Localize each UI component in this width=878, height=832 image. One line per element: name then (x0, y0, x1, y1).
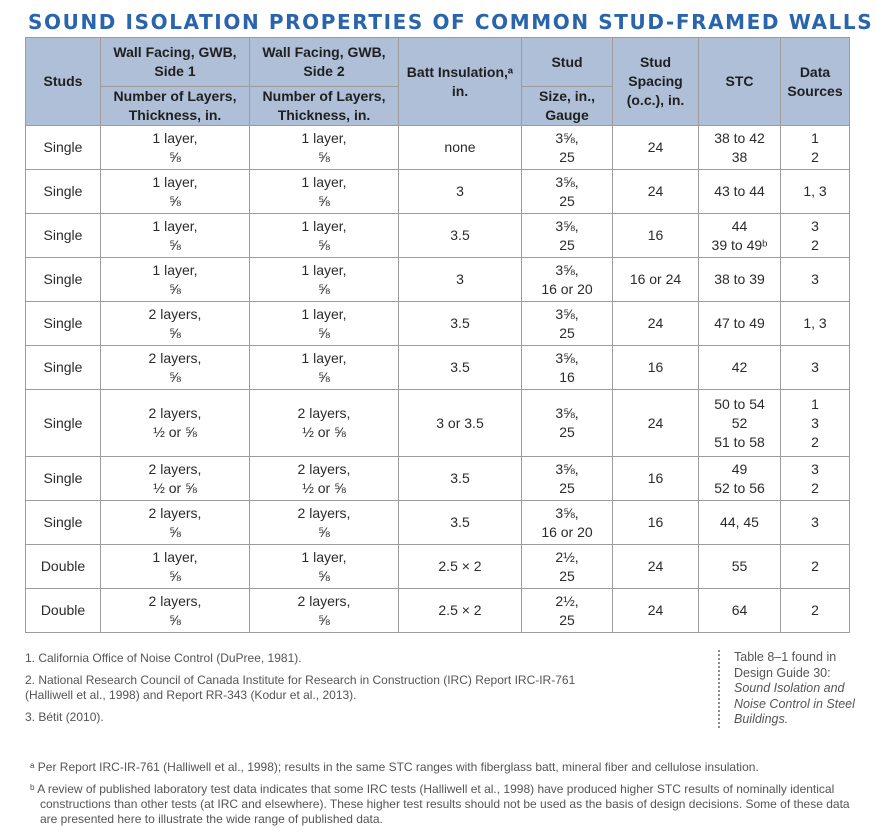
cell-layers: 2 layers, (148, 349, 202, 366)
cell-thickness: ⅝ (318, 567, 330, 584)
table-row (26, 258, 850, 302)
table-body (26, 126, 850, 633)
cell-size: 3⅝, (555, 129, 579, 146)
cell-data-sources (781, 126, 850, 170)
cell-layers: 1 layer, (301, 173, 347, 190)
cell-batt: 3 (399, 170, 522, 214)
cell-stc (699, 457, 781, 501)
cell-size: 3⅝, (555, 405, 579, 421)
cell-gauge: 25 (559, 236, 575, 253)
cell-studs: Single (26, 346, 101, 390)
cell-gauge: 25 (559, 192, 575, 209)
cell-batt: 3.5 (399, 302, 522, 346)
header-data-sources: Data Sources (781, 38, 850, 126)
cell-data-sources (781, 346, 850, 390)
cell-thickness: ½ or ⅝ (302, 479, 346, 496)
cell-batt: none (399, 126, 522, 170)
cell-source-value: 3 (811, 359, 819, 375)
cell-batt: 3 or 3.5 (399, 390, 522, 457)
cell-thickness: ⅝ (318, 148, 330, 165)
header-stud: Stud (522, 38, 613, 87)
cell-facing-side-1 (101, 457, 250, 501)
table-row (26, 170, 850, 214)
cell-source-value: 2 (811, 479, 819, 496)
table-row (26, 545, 850, 589)
cell-source-value: 3 (811, 460, 819, 477)
cell-stud-size (522, 390, 613, 457)
cell-stc (699, 126, 781, 170)
cell-facing-side-1 (101, 126, 250, 170)
cell-thickness: ⅝ (318, 611, 330, 628)
cell-facing-side-2 (250, 258, 399, 302)
cell-studs: Single (26, 457, 101, 501)
table-row (26, 214, 850, 258)
cell-facing-side-1 (101, 302, 250, 346)
cell-stc (699, 302, 781, 346)
cell-facing-side-2 (250, 501, 399, 545)
cell-stc-value: 38 to 42 (714, 129, 765, 146)
cell-batt: 3.5 (399, 214, 522, 258)
cell-facing-side-2 (250, 126, 399, 170)
cell-stc-value: 50 to 54 (714, 395, 765, 412)
cell-stc (699, 589, 781, 633)
cell-size: 3⅝, (555, 261, 579, 278)
cell-facing-side-2 (250, 589, 399, 633)
cell-thickness: ½ or ⅝ (153, 424, 197, 440)
cell-size: 3⅝, (555, 173, 579, 190)
cell-stud-size (522, 126, 613, 170)
cell-stc-value: 44 (731, 217, 748, 234)
reference-item: 3. Bétit (2010). (25, 710, 104, 724)
cell-facing-side-2 (250, 214, 399, 258)
cell-stc-value: 38 to 39 (714, 271, 765, 287)
cell-stud-size (522, 170, 613, 214)
cell-layers: 2 layers, (297, 405, 351, 421)
table-row (26, 501, 850, 545)
cell-studs: Single (26, 126, 101, 170)
cell-thickness: ½ or ⅝ (302, 424, 346, 440)
cell-layers: 1 layer, (301, 305, 347, 322)
cell-source-value: 2 (811, 602, 819, 618)
cell-layers: 1 layer, (152, 173, 198, 190)
cell-thickness: ⅝ (169, 523, 181, 540)
cell-stud-spacing: 16 (613, 346, 699, 390)
cell-thickness: ⅝ (169, 368, 181, 385)
header-batt-insulation: Batt Insulation,ᵃ in. (399, 38, 522, 126)
source-note (718, 650, 858, 728)
cell-stud-spacing: 24 (613, 390, 699, 457)
table-row (26, 589, 850, 633)
cell-thickness: ⅝ (318, 523, 330, 540)
header-studs: Studs (26, 38, 101, 126)
cell-stc-value: 43 to 44 (714, 183, 765, 199)
cell-stc (699, 170, 781, 214)
cell-facing-side-1 (101, 501, 250, 545)
cell-layers: 1 layer, (301, 548, 347, 565)
cell-source-value: 2 (811, 558, 819, 574)
cell-batt: 3.5 (399, 501, 522, 545)
cell-gauge: 25 (559, 148, 575, 165)
cell-stc-value: 39 to 49ᵇ (711, 236, 768, 253)
cell-stud-size (522, 501, 613, 545)
cell-thickness: ⅝ (318, 280, 330, 297)
cell-layers: 2 layers, (148, 460, 202, 477)
page-title: SOUND ISOLATION PROPERTIES OF COMMON STUD-FRAMED WALLS (28, 10, 874, 34)
cell-facing-side-1 (101, 545, 250, 589)
cell-layers: 1 layer, (152, 129, 198, 146)
cell-data-sources (781, 302, 850, 346)
cell-thickness: ⅝ (169, 611, 181, 628)
footnote-a: ᵃ Per Report IRC-IR-761 (Halliwell et al., 1998); results in the same STC ranges with fiberglass batt, mineral fiber and cellulose insulation. (30, 760, 759, 774)
cell-studs: Single (26, 214, 101, 258)
cell-stc (699, 390, 781, 457)
footnote-b: ᵇ A review of published laboratory test data indicates that some IRC tests (Halliwell et al., 1998) have produced higher STC results of nominally identical constructions than other tests (at IRC and elsewhere). These higher test results should not be used as the basis of design decisions. Some of these data are presented here to illustrate the wide range of published data. (30, 782, 850, 826)
cell-source-value: 3 (811, 414, 819, 431)
cell-facing-side-1 (101, 346, 250, 390)
cell-stc (699, 258, 781, 302)
cell-data-sources (781, 589, 850, 633)
source-note-text: Table 8–1 found in Design Guide 30: (734, 650, 837, 680)
cell-stud-spacing: 16 (613, 501, 699, 545)
cell-stud-spacing: 16 (613, 457, 699, 501)
cell-size: 2½, (555, 592, 579, 609)
cell-stud-size (522, 214, 613, 258)
footnotes (25, 760, 855, 832)
cell-thickness: ⅝ (169, 280, 181, 297)
cell-studs: Double (26, 545, 101, 589)
cell-layers: 2 layers, (148, 592, 202, 609)
cell-layers: 2 layers, (297, 504, 351, 521)
cell-facing-side-2 (250, 170, 399, 214)
cell-layers: 2 layers, (297, 460, 351, 477)
header-stud-spacing: Stud Spacing (o.c.), in. (613, 38, 699, 126)
source-note-title: Sound Isolation and Noise Control in Steel Buildings. (734, 681, 855, 726)
cell-facing-side-2 (250, 545, 399, 589)
cell-stc-value: 42 (731, 359, 748, 375)
cell-stud-spacing: 24 (613, 170, 699, 214)
cell-thickness: ⅝ (169, 236, 181, 253)
reference-item: 2. National Research Council of Canada Institute for Research in Construction (IRC) Report IRC-IR-761 (Halliwell et al., 1998) and Report RR-343 (Kodur et al., 2013). (25, 673, 576, 702)
cell-stud-spacing: 16 or 24 (613, 258, 699, 302)
cell-source-value: 1, 3 (803, 183, 827, 199)
cell-stud-size (522, 258, 613, 302)
reference-item: 1. California Office of Noise Control (DuPree, 1981). (25, 651, 302, 665)
cell-layers: 1 layer, (152, 548, 198, 565)
cell-thickness: ⅝ (318, 192, 330, 209)
cell-stud-spacing: 24 (613, 126, 699, 170)
cell-layers: 1 layer, (152, 261, 198, 278)
sound-isolation-table (25, 37, 850, 633)
cell-data-sources (781, 258, 850, 302)
cell-size: 3⅝, (555, 217, 579, 234)
cell-thickness: ⅝ (169, 148, 181, 165)
header-facing-side-2-sub: Number of Layers, Thickness, in. (250, 87, 399, 126)
cell-stud-spacing: 24 (613, 589, 699, 633)
cell-stc-value: 51 to 58 (714, 433, 765, 450)
header-facing-side-2: Wall Facing, GWB, Side 2 (250, 38, 399, 87)
cell-facing-side-2 (250, 457, 399, 501)
cell-stud-size (522, 589, 613, 633)
cell-gauge: 25 (559, 479, 575, 496)
cell-stc (699, 346, 781, 390)
cell-layers: 1 layer, (301, 217, 347, 234)
cell-stc-value: 52 to 56 (714, 479, 765, 496)
cell-gauge: 25 (559, 424, 575, 440)
cell-stud-spacing: 24 (613, 545, 699, 589)
cell-facing-side-2 (250, 346, 399, 390)
cell-batt: 3 (399, 258, 522, 302)
cell-size: 2½, (555, 548, 579, 565)
table-row (26, 302, 850, 346)
cell-source-value: 3 (811, 271, 819, 287)
cell-facing-side-1 (101, 589, 250, 633)
cell-gauge: 25 (559, 324, 575, 341)
cell-layers: 1 layer, (301, 349, 347, 366)
cell-source-value: 1, 3 (803, 315, 827, 331)
cell-layers: 2 layers, (148, 504, 202, 521)
cell-layers: 1 layer, (152, 217, 198, 234)
cell-batt: 3.5 (399, 457, 522, 501)
cell-size: 3⅝, (555, 349, 579, 366)
cell-stc-value: 64 (731, 602, 748, 618)
header-stud-size-gauge: Size, in., Gauge (522, 87, 613, 126)
table-row (26, 457, 850, 501)
table-row (26, 346, 850, 390)
header-facing-side-1: Wall Facing, GWB, Side 1 (101, 38, 250, 87)
cell-source-value: 3 (811, 514, 819, 530)
cell-data-sources (781, 214, 850, 258)
cell-layers: 1 layer, (301, 129, 347, 146)
references-list (25, 651, 585, 732)
cell-thickness: ⅝ (318, 368, 330, 385)
cell-source-value: 2 (811, 433, 819, 450)
cell-source-value: 1 (811, 129, 819, 146)
cell-stc (699, 501, 781, 545)
cell-gauge: 16 or 20 (541, 280, 593, 297)
cell-facing-side-1 (101, 258, 250, 302)
cell-stud-size (522, 302, 613, 346)
cell-gauge: 16 or 20 (541, 523, 593, 540)
cell-studs: Double (26, 589, 101, 633)
cell-source-value: 1 (811, 395, 819, 412)
cell-stud-spacing: 24 (613, 302, 699, 346)
cell-facing-side-1 (101, 170, 250, 214)
cell-stc-value: 55 (731, 558, 748, 574)
cell-stud-size (522, 545, 613, 589)
cell-source-value: 2 (811, 236, 819, 253)
cell-stc (699, 545, 781, 589)
cell-size: 3⅝, (555, 305, 579, 322)
cell-thickness: ⅝ (318, 236, 330, 253)
cell-stud-size (522, 346, 613, 390)
cell-data-sources (781, 501, 850, 545)
table-row (26, 390, 850, 457)
cell-size: 3⅝, (555, 504, 579, 521)
cell-facing-side-2 (250, 302, 399, 346)
cell-layers: 2 layers, (148, 305, 202, 322)
cell-source-value: 2 (811, 148, 819, 165)
cell-data-sources (781, 170, 850, 214)
header-stc: STC (699, 38, 781, 126)
cell-data-sources (781, 457, 850, 501)
header-facing-side-1-sub: Number of Layers, Thickness, in. (101, 87, 250, 126)
cell-size: 3⅝, (555, 460, 579, 477)
cell-facing-side-2 (250, 390, 399, 457)
cell-thickness: ⅝ (169, 567, 181, 584)
cell-studs: Single (26, 302, 101, 346)
cell-facing-side-1 (101, 214, 250, 258)
cell-thickness: ⅝ (169, 192, 181, 209)
cell-studs: Single (26, 390, 101, 457)
cell-studs: Single (26, 258, 101, 302)
cell-layers: 2 layers, (148, 405, 202, 421)
cell-studs: Single (26, 501, 101, 545)
cell-stc-value: 47 to 49 (714, 315, 765, 331)
cell-stc-value: 49 (731, 460, 748, 477)
cell-thickness: ⅝ (169, 324, 181, 341)
cell-thickness: ½ or ⅝ (153, 479, 197, 496)
cell-facing-side-1 (101, 390, 250, 457)
cell-gauge: 16 (559, 368, 575, 385)
cell-gauge: 25 (559, 611, 575, 628)
cell-stc-value: 44, 45 (720, 514, 759, 530)
cell-stud-spacing: 16 (613, 214, 699, 258)
cell-stc (699, 214, 781, 258)
cell-data-sources (781, 545, 850, 589)
cell-data-sources (781, 390, 850, 457)
cell-batt: 3.5 (399, 346, 522, 390)
cell-stud-size (522, 457, 613, 501)
cell-batt: 2.5 × 2 (399, 589, 522, 633)
cell-gauge: 25 (559, 567, 575, 584)
cell-studs: Single (26, 170, 101, 214)
cell-layers: 2 layers, (297, 592, 351, 609)
cell-source-value: 3 (811, 217, 819, 234)
cell-stc-value: 52 (731, 414, 748, 431)
cell-batt: 2.5 × 2 (399, 545, 522, 589)
cell-thickness: ⅝ (318, 324, 330, 341)
cell-stc-value: 38 (731, 148, 748, 165)
cell-layers: 1 layer, (301, 261, 347, 278)
table-row (26, 126, 850, 170)
